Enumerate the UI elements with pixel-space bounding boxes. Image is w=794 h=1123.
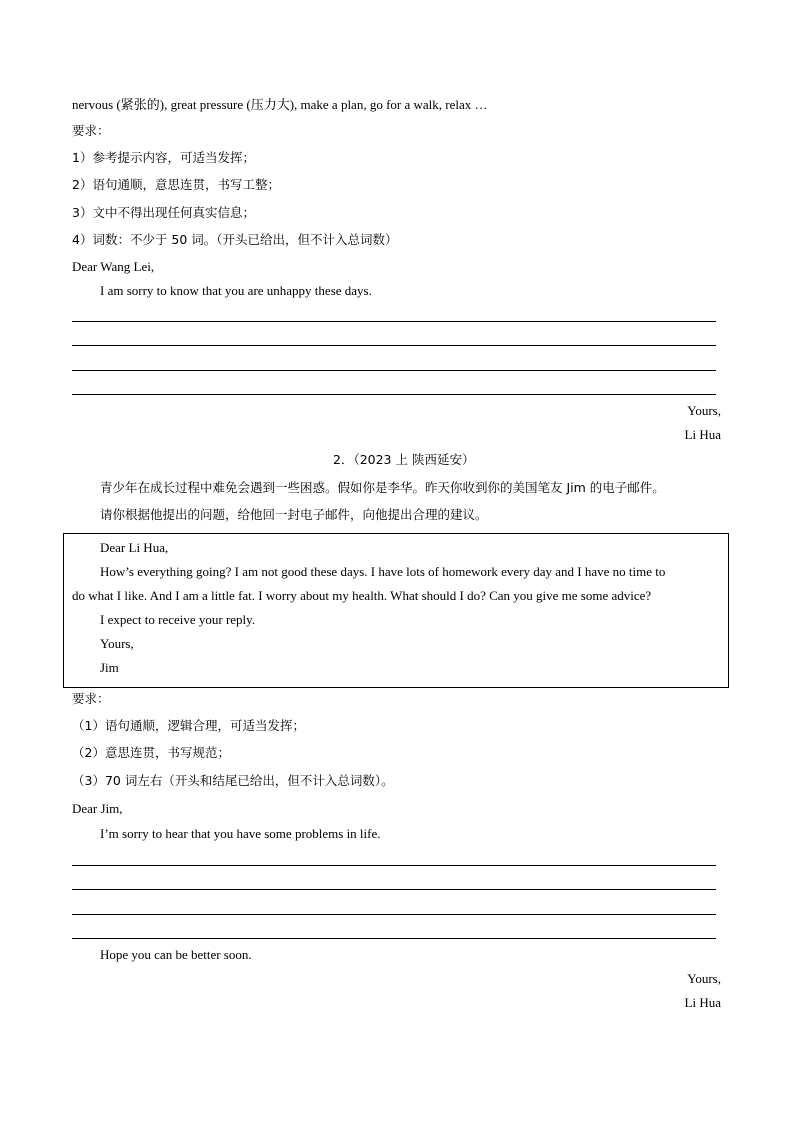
letter-ending: Hope you can be better soon. [100, 947, 252, 962]
prompt-text: 青少年在成长过程中难免会遇到一些困惑。假如你是李华。昨天你收到你的美国笔友 Jim 的电子邮件。 [100, 480, 665, 495]
writing-line[interactable] [72, 345, 716, 346]
email-box [63, 533, 729, 688]
requirement-item: 2）语句通顺，意思连贯，书写工整； [72, 177, 280, 192]
closing-yours: Yours, [687, 971, 721, 986]
closing-name: Li Hua [684, 995, 721, 1010]
writing-line[interactable] [72, 865, 716, 866]
question-header: 2．（2023 上 陕西延安） [333, 452, 475, 467]
requirements-label: 要求： [72, 123, 110, 138]
letter-greeting: Dear Wang Lei, [72, 259, 155, 274]
requirements-label: 要求： [72, 691, 110, 706]
writing-line[interactable] [72, 938, 716, 939]
requirement-item: （2）意思连贯，书写规范； [72, 745, 230, 760]
requirement-item: 3）文中不得出现任何真实信息； [72, 205, 255, 220]
writing-line[interactable] [72, 394, 716, 395]
requirement-item: （3）70 词左右（开头和结尾已给出，但不计入总词数）。 [72, 773, 394, 788]
email-body: do what I like. And I am a little fat. I worry about my health. What should I do? Can you give me some advice? [72, 588, 652, 603]
requirement-item: （1）语句通顺，逻辑合理，可适当发挥； [72, 718, 305, 733]
closing-yours: Yours, [687, 403, 721, 418]
writing-line[interactable] [72, 321, 716, 322]
letter-opening: I’m sorry to hear that you have some problems in life. [100, 826, 381, 841]
email-body: How’s everything going? I am not good these days. I have lots of homework every day and I have no time to [100, 564, 666, 579]
writing-line[interactable] [72, 914, 716, 915]
hint-words: nervous (紧张的), great pressure (压力大), make a plan, go for a walk, relax … [72, 97, 488, 112]
closing-name: Li Hua [684, 427, 721, 442]
requirement-item: 1）参考提示内容，可适当发挥； [72, 150, 255, 165]
requirement-item: 4）词数：不少于 50 词。（开头已给出，但不计入总词数） [72, 232, 398, 247]
email-yours: Yours, [100, 636, 134, 651]
writing-line[interactable] [72, 889, 716, 890]
prompt-text: 请你根据他提出的问题，给他回一封电子邮件，向他提出合理的建议。 [100, 507, 488, 522]
email-signature: Jim [100, 660, 119, 675]
email-greeting: Dear Li Hua, [100, 540, 169, 555]
writing-line[interactable] [72, 370, 716, 371]
letter-opening: I am sorry to know that you are unhappy these days. [100, 283, 372, 298]
letter-greeting: Dear Jim, [72, 801, 123, 816]
email-expect: I expect to receive your reply. [100, 612, 256, 627]
